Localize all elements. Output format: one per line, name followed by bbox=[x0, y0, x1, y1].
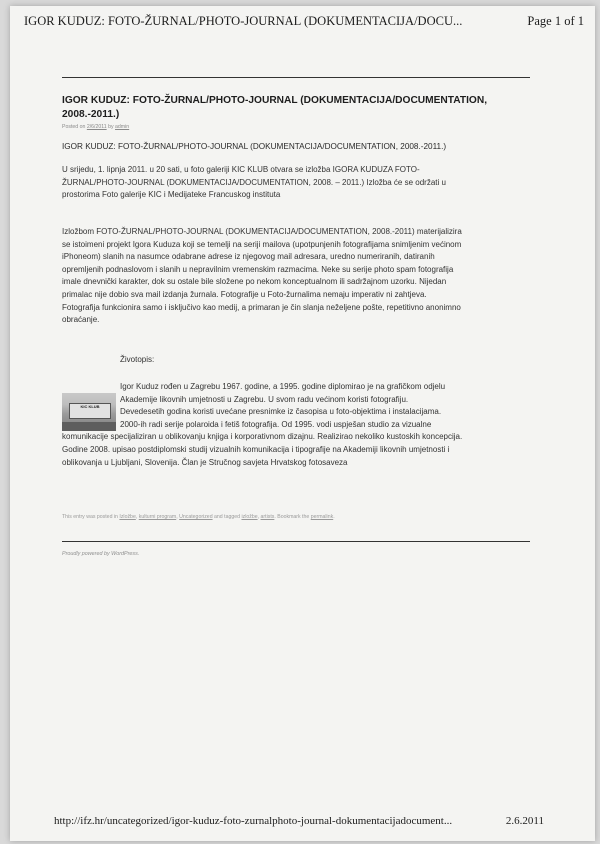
tagged-label: and tagged bbox=[214, 514, 240, 520]
bookmark-label: . Bookmark the bbox=[274, 514, 310, 520]
permalink-link[interactable]: permalink bbox=[310, 514, 334, 520]
category-link[interactable]: kulturni program bbox=[138, 514, 177, 520]
tag-link[interactable]: artists bbox=[260, 514, 275, 520]
post-footer-meta bbox=[62, 514, 335, 520]
text-line: Godine 2008. upisao postdiplomski studij vizualnih komunikacija i tipografije na Akademiji likovnih umjetnosti i bbox=[62, 444, 450, 454]
post-author-link[interactable]: admin bbox=[115, 124, 130, 130]
by-label: by bbox=[108, 124, 114, 130]
post-meta bbox=[62, 124, 129, 130]
separator: , bbox=[257, 514, 260, 520]
text-line: obraćanje. bbox=[62, 315, 100, 325]
intro-paragraph bbox=[62, 164, 530, 202]
tag-link[interactable]: izložbe bbox=[241, 514, 258, 520]
print-footer-url: http://ifz.hr/uncategorized/igor-kuduz-foto-zurnalphoto-journal-dokumentacijadocument... bbox=[54, 815, 453, 827]
text-line: se istoimeni projekt Igora Kuduza koji se temelji na seriji mailova (upotpunjenih fotografijama snimljenim većinom bbox=[62, 239, 462, 249]
text-line: Devedesetih godina koristi uvećane presnimke iz časopisa u foto-objektima i instalacijama. bbox=[120, 407, 442, 417]
category-link[interactable]: Izložbe bbox=[119, 514, 136, 520]
top-divider bbox=[62, 77, 530, 78]
text-line: ŽURNAL/PHOTO-JOURNAL (DOKUMENTACIJA/DOCUMENTATION, 2008. – 2011.) Izložba će se održati u bbox=[62, 177, 446, 187]
text-line: Fotografija funkcionira samo i isključivo kao medij, a primaran je čin slanja neželjene pošte, repetitivno anonimno bbox=[62, 302, 461, 312]
text-line: komunikacije specijaliziran u oblikovanju knjiga i korporativnom dizajnu. Realizirao nekoliko kustoskih koncepcija. bbox=[62, 432, 463, 442]
text-line: Akademije likovnih umjetnosti u Zagrebu. U svom radu većinom koristi fotografiju. bbox=[120, 394, 409, 404]
text-line: 2000-ih radi serije polaroida i fetiš fotografija. Od 1995. vodi uspješan studio za vizualne bbox=[120, 419, 432, 429]
bottom-divider bbox=[62, 541, 530, 542]
print-footer-date: 2.6.2011 bbox=[505, 815, 544, 827]
photo-sign: KIC KLUB bbox=[69, 403, 111, 419]
text-line: oblikovanja u Ljubljani, Slovenija. Član je Stručnog savjeta Hrvatskog fotosaveza bbox=[62, 457, 348, 467]
separator: , bbox=[135, 514, 138, 520]
text-line: U srijedu, 1. lipnja 2011. u 20 sati, u foto galeriji KIC KLUB otvara se izložba IGORA KUDUZA FOTO- bbox=[62, 165, 420, 174]
separator: , bbox=[176, 514, 178, 520]
post-title[interactable]: IGOR KUDUZ: FOTO-ŽURNAL/PHOTO-JOURNAL (DOKUMENTACIJA/DOCUMENTATION, 2008.-2011.) bbox=[62, 95, 488, 120]
text-line: primalac nije dobio sva mail izdanja žurnala. Fotografije u Foto-žurnalima nemaju imperativ ni zahtjeva. bbox=[62, 289, 427, 299]
text-line: iPhoneom) slanih na nasumce odabrane adrese iz njegovog mail adresara, uredno numeriranih, datiranih bbox=[62, 252, 435, 262]
period: . bbox=[333, 514, 335, 520]
post-subhead: IGOR KUDUZ: FOTO-ŽURNAL/PHOTO-JOURNAL (DOKUMENTACIJA/DOCUMENTATION, 2008.-2011.) bbox=[62, 142, 447, 151]
posted-on-label: Posted on bbox=[62, 124, 86, 130]
bio-paragraph bbox=[62, 381, 530, 469]
text-line: opremljenih podnaslovom i slanih u nepravilnim vremenskim razmacima. Neke su serije photo spam fotografija bbox=[62, 264, 454, 274]
text-line: imale dnevnički karakter, dok su ostale bile složene po nekom konceptualnom ili sadržajnom uzorku. Nijedan bbox=[62, 277, 447, 287]
bio-heading: Životopis: bbox=[120, 355, 155, 364]
powered-by-wordpress[interactable]: Proudly powered by WordPress. bbox=[62, 551, 140, 557]
posted-in-label: This entry was posted in bbox=[62, 514, 118, 520]
post-date-link[interactable]: 2/6/2011 bbox=[86, 124, 107, 130]
text-line: Igor Kuduz rođen u Zagrebu 1967. godine, a 1995. godine diplomirao je na grafičkom odjelu bbox=[120, 382, 446, 391]
description-paragraph bbox=[62, 226, 530, 327]
print-header-title: IGOR KUDUZ: FOTO-ŽURNAL/PHOTO-JOURNAL (DOKUMENTACIJA/DOCU... bbox=[24, 14, 463, 28]
text-line: Izložbom FOTO-ŽURNAL/PHOTO-JOURNAL (DOKUMENTACIJA/DOCUMENTATION, 2008.-2011) materijalizira bbox=[62, 227, 462, 236]
text-line: prostorima Foto galerije KIC i Medijateke Francuskog instituta bbox=[62, 190, 281, 200]
print-page-number: Page 1 of 1 bbox=[527, 14, 584, 28]
category-link[interactable]: Uncategorized bbox=[179, 514, 213, 520]
